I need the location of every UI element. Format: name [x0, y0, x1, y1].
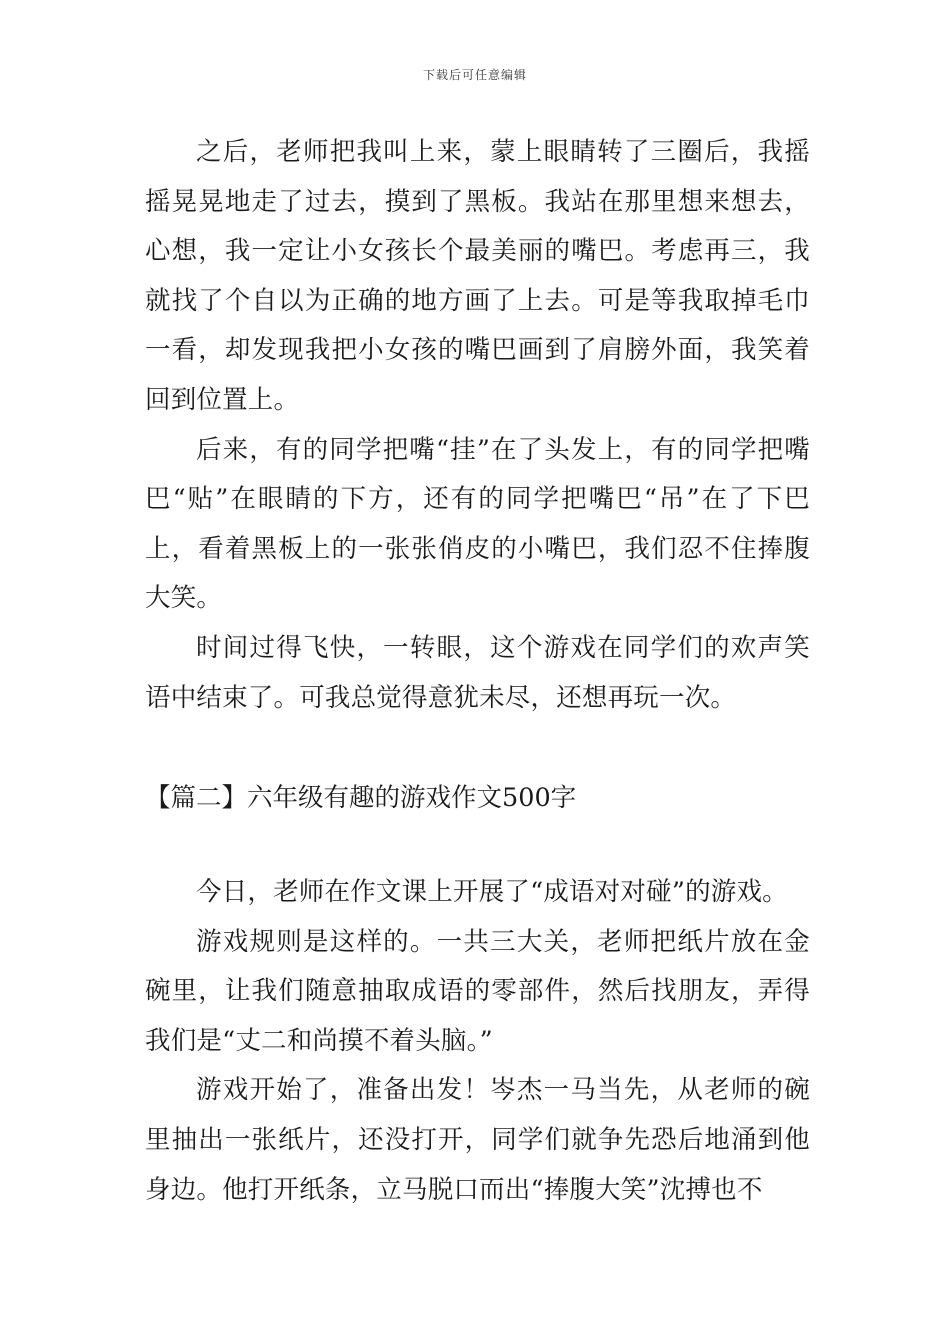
paragraph: 游戏规则是这样的。一共三大关，老师把纸片放在金碗里，让我们随意抽取成语的零部件，然后找朋友，弄得我们是“丈二和尚摸不着头脑。” [145, 926, 810, 1056]
paragraph: 时间过得飞快，一转眼，这个游戏在同学们的欢声笑语中结束了。可我总觉得意犹未尽，还想再玩一次。 [145, 632, 810, 713]
page-header-note: 下载后可任意编辑 [422, 68, 527, 82]
essay-part-one [145, 128, 810, 723]
paragraph: 今日，老师在作文课上开展了“成语对对碰”的游戏。 [196, 877, 788, 907]
paragraph: 游戏开始了，准备出发！岑杰一马当先，从老师的碗里抽出一张纸片，还没打开，同学们就争先恐后地涌到他身边。他打开纸条，立马脱口而出“捧腹大笑”沈搏也不 [145, 1075, 810, 1205]
section-title: 【篇二】六年级有趣的游戏作文500字 [145, 783, 577, 813]
essay-part-two [145, 868, 810, 1215]
paragraph: 之后，老师把我叫上来，蒙上眼睛转了三圈后，我摇摇晃晃地走了过去，摸到了黑板。我站在那里想来想去，心想，我一定让小女孩长个最美丽的嘴巴。考虑再三，我就找了个自以为正确的地方画了上去。可是等我取掉毛巾一看，却发现我把小女孩的嘴巴画到了肩膀外面，我笑着回到位置上。 [145, 137, 810, 415]
paragraph: 后来，有的同学把嘴“挂”在了头发上，有的同学把嘴巴“贴”在眼睛的下方，还有的同学把嘴巴“吊”在了下巴上，看着黑板上的一张张俏皮的小嘴巴，我们忍不住捧腹大笑。 [145, 434, 810, 614]
